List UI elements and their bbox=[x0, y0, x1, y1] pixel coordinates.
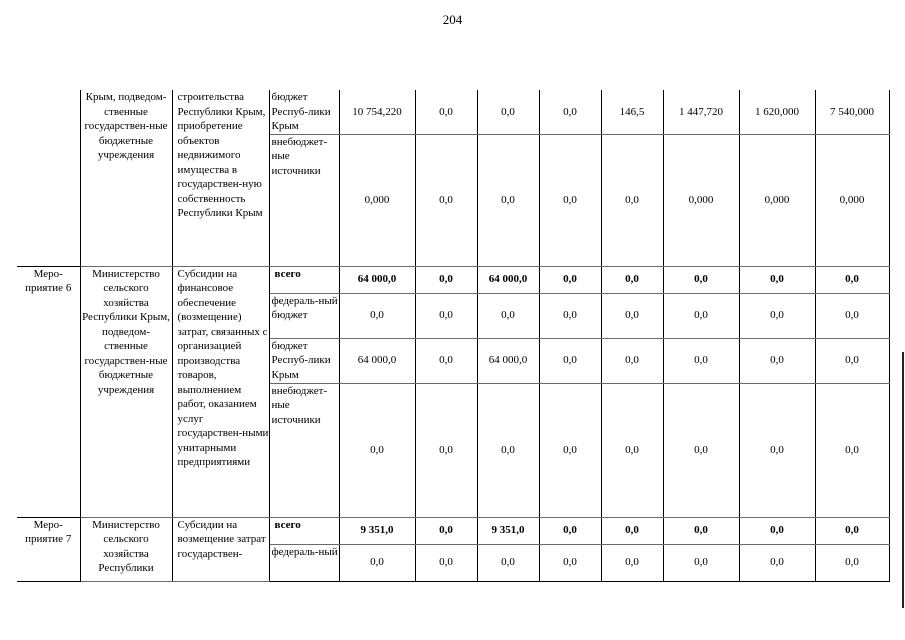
value-cell: 0,0 bbox=[601, 134, 663, 266]
funding-source-cell: всего bbox=[269, 266, 339, 293]
value-cell: 0,0 bbox=[601, 517, 663, 544]
value-cell: 0,0 bbox=[339, 293, 415, 338]
scan-edge-mark bbox=[902, 352, 904, 608]
value-cell: 0,000 bbox=[815, 134, 889, 266]
budget-table bbox=[17, 90, 890, 582]
value-cell: 0,0 bbox=[739, 517, 815, 544]
value-cell: 0,0 bbox=[739, 293, 815, 338]
value-cell: 0,0 bbox=[601, 293, 663, 338]
value-cell: 0,0 bbox=[415, 90, 477, 134]
value-cell: 0,0 bbox=[601, 544, 663, 581]
value-cell: 0,0 bbox=[601, 383, 663, 517]
value-cell: 0,0 bbox=[539, 544, 601, 581]
value-cell: 64 000,0 bbox=[477, 266, 539, 293]
value-cell: 0,0 bbox=[477, 293, 539, 338]
funding-source-cell: бюджет Респуб-лики Крым bbox=[269, 338, 339, 383]
value-cell: 0,0 bbox=[815, 383, 889, 517]
measure-name-cell: строительства Республики Крым, приобретение объектов недвижимого имущества в государствен-ную собственность Республики Крым bbox=[172, 90, 269, 266]
value-cell: 0,0 bbox=[415, 134, 477, 266]
value-cell: 0,0 bbox=[477, 383, 539, 517]
value-cell: 0,0 bbox=[663, 338, 739, 383]
value-cell: 0,0 bbox=[415, 544, 477, 581]
value-cell: 0,0 bbox=[815, 338, 889, 383]
value-cell: 0,0 bbox=[415, 338, 477, 383]
value-cell: 146,5 bbox=[601, 90, 663, 134]
value-cell: 0,0 bbox=[815, 266, 889, 293]
value-cell: 0,0 bbox=[815, 517, 889, 544]
value-cell: 9 351,0 bbox=[339, 517, 415, 544]
value-cell: 0,0 bbox=[663, 544, 739, 581]
value-cell: 0,0 bbox=[539, 134, 601, 266]
value-cell: 0,0 bbox=[601, 266, 663, 293]
value-cell: 0,0 bbox=[539, 293, 601, 338]
value-cell: 0,0 bbox=[739, 266, 815, 293]
value-cell: 0,000 bbox=[663, 134, 739, 266]
value-cell: 0,0 bbox=[477, 134, 539, 266]
value-cell: 1 620,000 bbox=[739, 90, 815, 134]
value-cell: 0,000 bbox=[739, 134, 815, 266]
value-cell: 0,0 bbox=[415, 517, 477, 544]
value-cell: 0,0 bbox=[539, 90, 601, 134]
item-cell: Меро-приятие 7 bbox=[17, 517, 80, 581]
value-cell: 0,0 bbox=[339, 383, 415, 517]
value-cell: 0,0 bbox=[539, 266, 601, 293]
executor-cell: Министерство сельского хозяйства Республики Крым, подведом-ственные государствен-ные бюджетные учреждения bbox=[80, 266, 172, 517]
value-cell: 9 351,0 bbox=[477, 517, 539, 544]
value-cell: 0,0 bbox=[339, 544, 415, 581]
measure-name-cell: Субсидии на финансовое обеспечение (возмещение) затрат, связанных с организацией производства товаров, выполнением работ, оказанием услуг государствен-ными унитарными предприятиями bbox=[172, 266, 269, 517]
value-cell: 0,0 bbox=[663, 266, 739, 293]
executor-cell: Министерство сельского хозяйства Республики bbox=[80, 517, 172, 581]
funding-source-cell: всего bbox=[269, 517, 339, 544]
value-cell: 0,0 bbox=[477, 544, 539, 581]
funding-source-cell: федераль-ный бюджет bbox=[269, 293, 339, 338]
item-cell bbox=[17, 90, 80, 266]
value-cell: 0,0 bbox=[663, 383, 739, 517]
funding-source-cell: бюджет Респуб-лики Крым bbox=[269, 90, 339, 134]
value-cell: 64 000,0 bbox=[339, 266, 415, 293]
value-cell: 0,0 bbox=[415, 266, 477, 293]
funding-source-cell: внебюджет-ные источники bbox=[269, 134, 339, 266]
page-number: 204 bbox=[442, 12, 463, 27]
value-cell: 64 000,0 bbox=[477, 338, 539, 383]
value-cell: 0,0 bbox=[539, 517, 601, 544]
executor-cell: Крым, подведом-ственные государствен-ные бюджетные учреждения bbox=[80, 90, 172, 266]
value-cell: 0,0 bbox=[539, 338, 601, 383]
value-cell: 0,0 bbox=[539, 383, 601, 517]
value-cell: 64 000,0 bbox=[339, 338, 415, 383]
value-cell: 0,0 bbox=[601, 338, 663, 383]
value-cell: 0,0 bbox=[415, 293, 477, 338]
funding-source-cell: федераль-ный bbox=[269, 544, 339, 581]
value-cell: 0,0 bbox=[663, 517, 739, 544]
value-cell: 7 540,000 bbox=[815, 90, 889, 134]
value-cell: 0,0 bbox=[739, 383, 815, 517]
value-cell: 0,0 bbox=[477, 90, 539, 134]
value-cell: 0,0 bbox=[663, 293, 739, 338]
measure-name-cell: Субсидии на возмещение затрат государствен- bbox=[172, 517, 269, 581]
value-cell: 0,0 bbox=[739, 544, 815, 581]
funding-source-cell: внебюджет-ные источники bbox=[269, 383, 339, 517]
value-cell: 0,0 bbox=[815, 544, 889, 581]
value-cell: 0,000 bbox=[339, 134, 415, 266]
value-cell: 1 447,720 bbox=[663, 90, 739, 134]
item-cell: Меро-приятие 6 bbox=[17, 266, 80, 517]
value-cell: 10 754,220 bbox=[339, 90, 415, 134]
value-cell: 0,0 bbox=[815, 293, 889, 338]
value-cell: 0,0 bbox=[415, 383, 477, 517]
value-cell: 0,0 bbox=[739, 338, 815, 383]
